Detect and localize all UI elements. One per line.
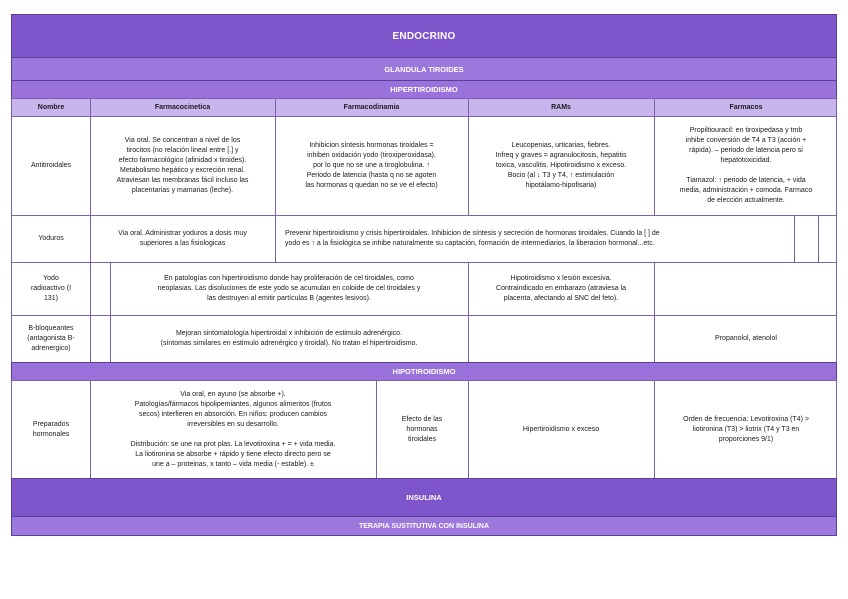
yoduros-farmacocinetica: Via oral. Administrar yoduros a dosis muy superiores a las fisiologicas [118,230,247,247]
antitiroidales-farmacocinetica: Via oral. Se concentran a nivel de los tirocitos (no relación lineal entre [.] y efecto farmacológico (afinidad x tiroides). Metabolismo hepático y excreción renal. Atraviesan las membranas fácil incluso las placentarias y mamarias (leche). [116,137,249,194]
subtitle-band [11,57,837,80]
preparados-farmacocinetica: Via oral, en ayuno (se absorbe +). Patologías/fármacos hipolipemiantes, algunos alimentos (frutos secos) interfieren en absorción. En niños: producen cambios irreversibles en su desarrollo. Distribución: se une na prot plas. La levotiroxina + = + vida media. La liotironina se absorbe + rápido y tiene efecto directo pero se une a – proteinas, x tanto – vida media (- estable). ± [130,390,336,468]
table-row [11,215,837,262]
bbloq-farmacos: Propanolol, atenolol [715,335,777,342]
table-row [11,380,837,478]
yodo-efecto: En patologías con hipertiroidismo donde hay proliferación de cel tiroidales, como neoplasias. Las disoluciones de este yodo se acumulan en coloide de cel tiroidales y las destruyen al emitir partículas B (agentes lesivos). [157,275,421,302]
hipo-band [11,362,837,380]
yoduros-efecto: Prevenir hipertiroidismo y crisis hipertiroidales. Inhibicion de síntesis y secreción de hormonas tiroidales. Cuando la [ ] de yodo es ↑ a la fisiológica se inhibe naturalmente su captación, formación de intermediarios, la liberacion hormonal...etc. [285,230,660,247]
section-hiper: HIPERTIROIDISMO [390,85,458,94]
header-nombre: Nombre [37,103,65,111]
subtitle: GLANDULA TIROIDES [384,64,464,74]
endocrino-sheet [11,14,837,536]
yoduros-nombre: Yoduros [38,235,64,242]
table-header-row [11,98,837,116]
antitiroidales-farmacodinamia: Inhibicion síntesis hormonas tiroidales = inhiben oxidación yodo (tiroxiperoxidasa), por lo que no se une a tiroglobulina. ↑ Periodo de latencia (hasta q no se agoten las hormonas q quedan no se ve el efecto) [305,142,438,189]
section-terapia: TERAPIA SUSTITUTIVA CON INSULINA [358,522,490,530]
bbloq-efecto: Mejoran sintomatología hipertiroidal x inhibición de estimulo adrenérgico. (síntomas similares en estimulo adrenérgico y tiroidal). No tratan el hipertiroidismo. [160,330,418,347]
hiper-band [11,80,837,98]
title: ENDOCRINO [392,30,456,42]
preparados-farmacodinamia: Efecto de las hormonas tiroidales [401,415,443,443]
antitiroidales-nombre: Antitiroidales [30,162,72,169]
table-row [11,116,837,215]
section-insulina: INSULINA [406,493,442,502]
yodo-rams: Hipotiroidismo x lesión excesiva. Contraindicado en embarazo (atraviesa la placenta, afectando al SNC del feto). [496,275,626,302]
bbloq-nombre: B-bloqueantes (antagonista B- adrenergico) [27,325,75,352]
preparados-farmacos: Orden de frecuencia: Levotiroxina (T4) > liotironina (T3) > liotrix (T4 y T3 en proporciones 9/1) [683,415,809,443]
header-rams: RAMs [551,103,571,111]
title-band [11,14,837,57]
header-farmacodinamia: Farmacodinamia [343,103,400,111]
antitiroidales-rams: Leucopenias, urticarias, fiebres. Infreq y graves = agranulocitosis, hepatitis toxica, vasculitis. Hipotiroidismo x exceso. Bocio (al ↓ T3 y T4, ↑ estimulación hipotálamo-hipofisaria) [495,142,627,189]
terapia-band [11,516,837,536]
insulina-band [11,478,837,516]
antitiroidales-farmacos: Propiltiouracil: en tiroxipedasa y tmb inhibe conversión de T4 a T3 (acción + rápida). – periodo de latencia pero si hepatotoxicidad. Tiamazol: ↑ periodo de latencia, + vida media, administración + comoda. Farmaco de elección actualmente. [679,127,813,204]
header-farmacos: Farmacos [729,103,763,111]
preparados-rams: Hipertiroidismo x exceso [522,425,600,433]
section-hipo: HIPOTIROIDISMO [392,367,456,376]
preparados-nombre: Preparados hormonales [32,420,70,438]
table-row [11,262,837,315]
yodo-nombre: Yodo radioactivo (I 131) [30,275,72,302]
header-farmacocinetica: Farmacocinetica [154,103,211,111]
table-row [11,315,837,362]
